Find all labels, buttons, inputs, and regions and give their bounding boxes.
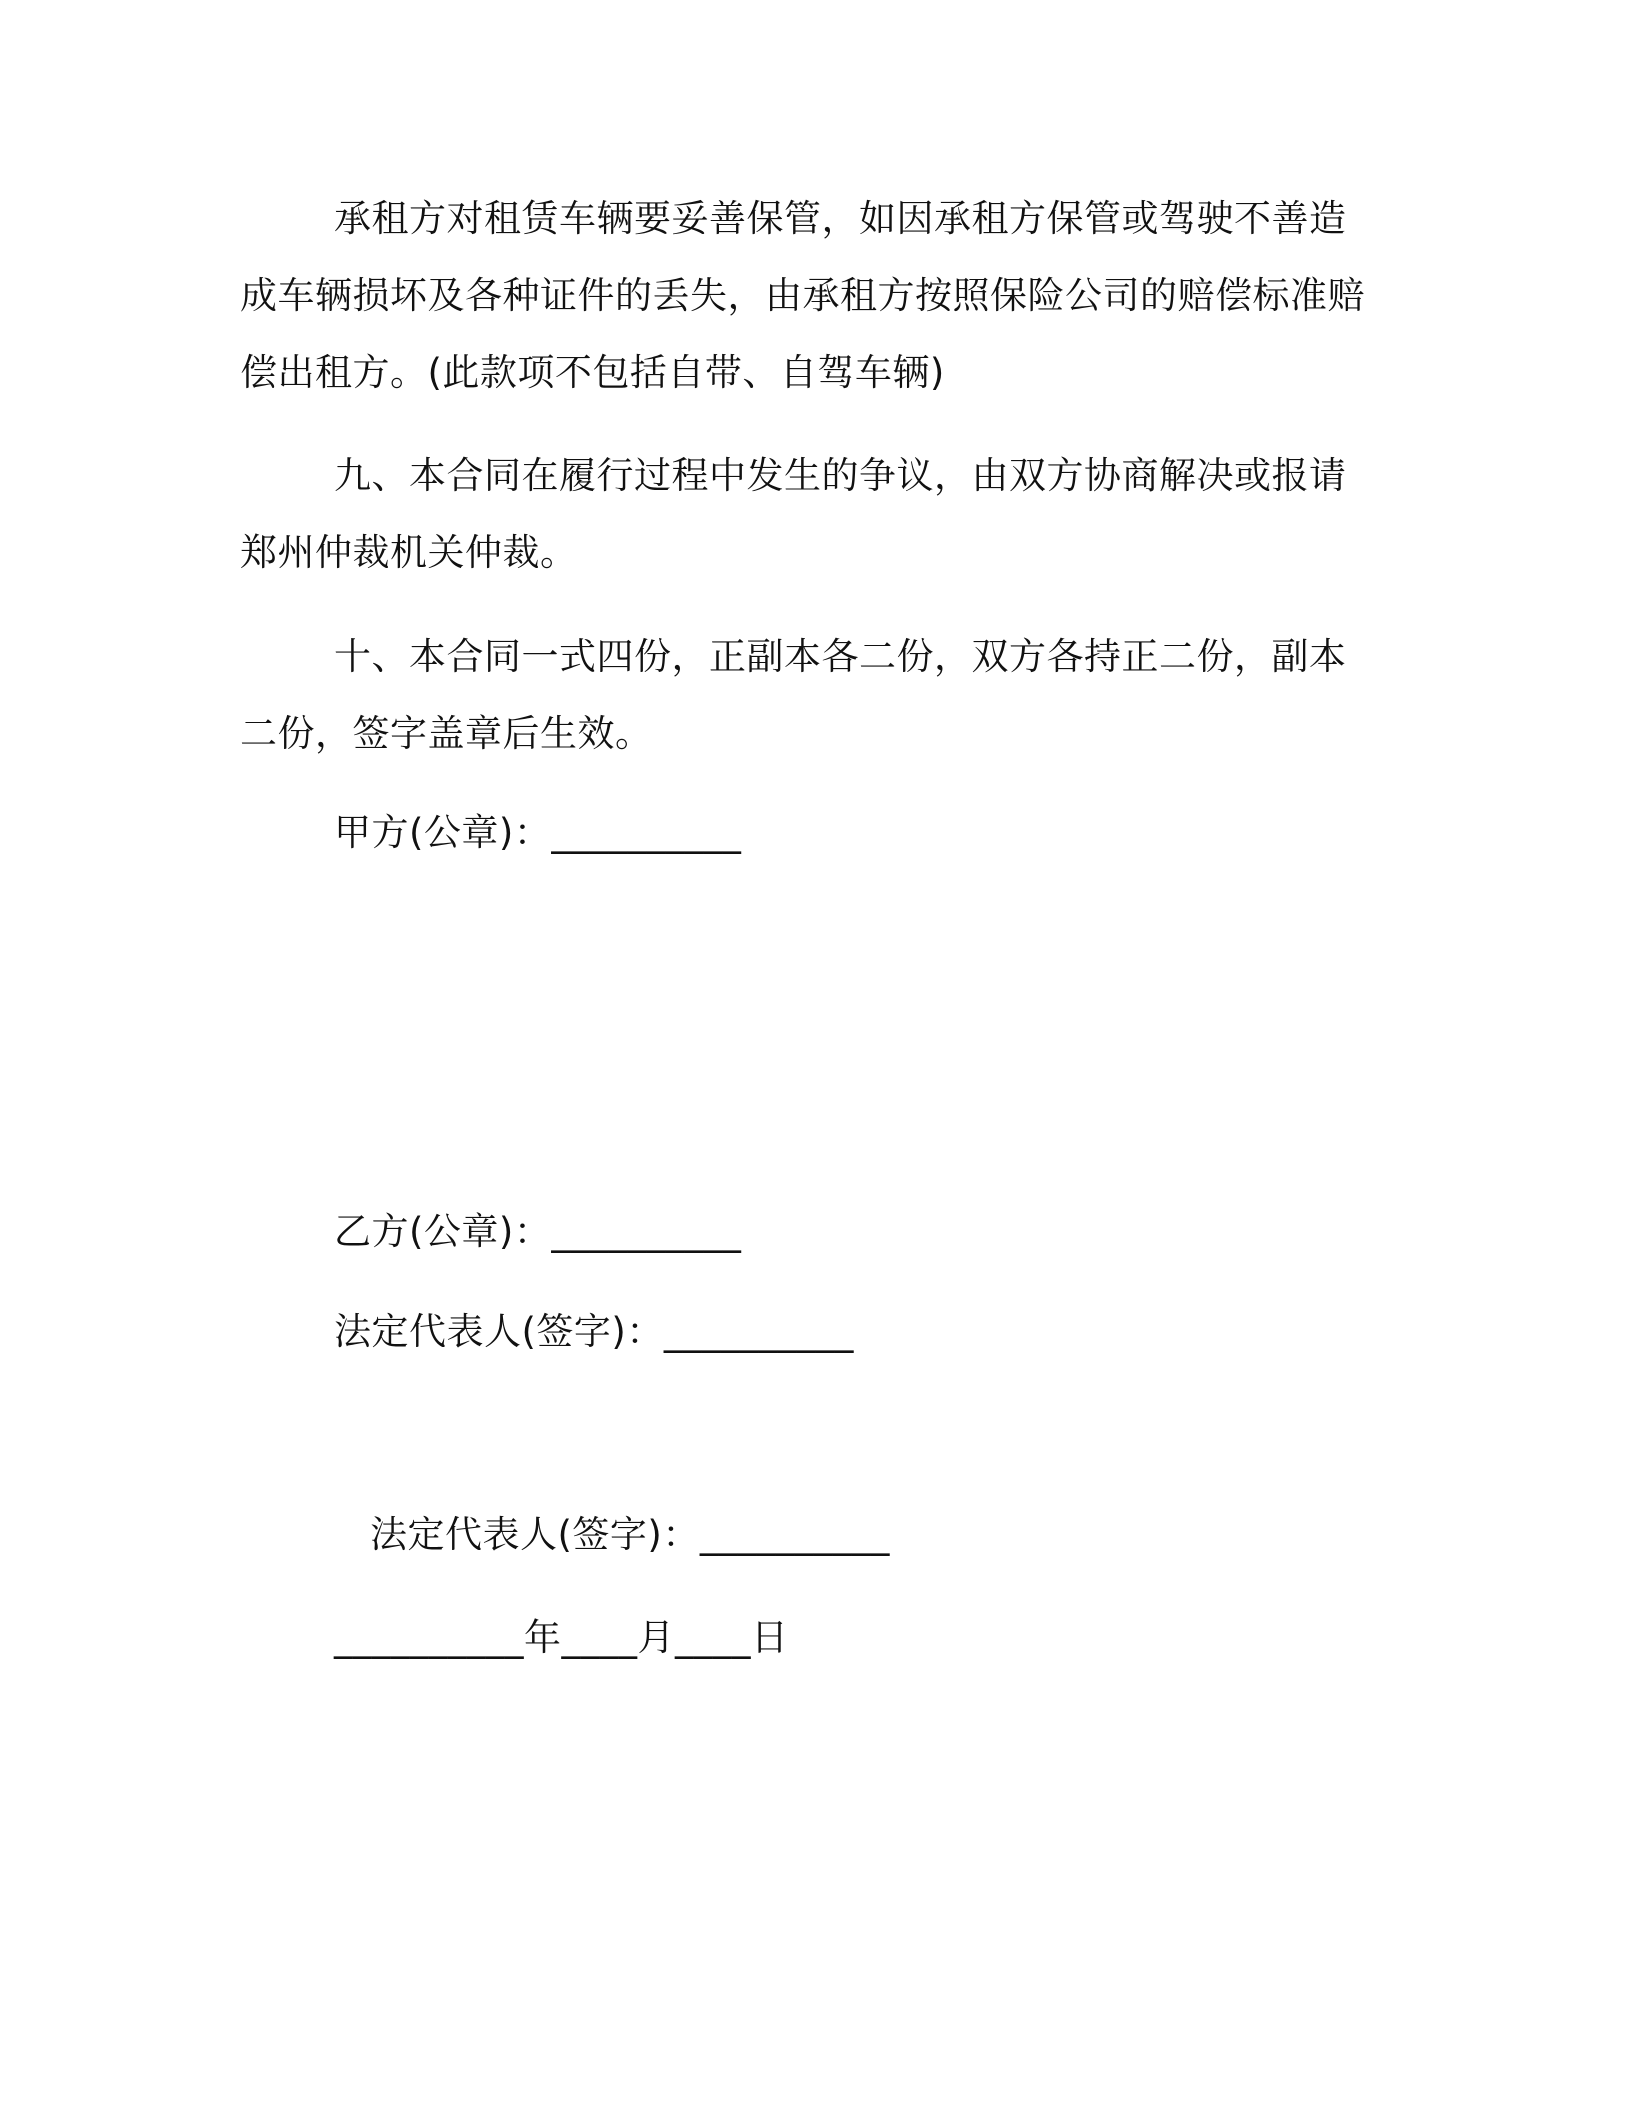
legal-representative-signature-line-2: 法定代表人(签字)：__________ [370, 1513, 890, 1556]
date-line: __________年____月____日 [334, 1616, 789, 1659]
party-b-seal-line: 乙方(公章)：__________ [334, 1210, 742, 1253]
legal-representative-signature-line-1: 法定代表人(签字)：__________ [334, 1310, 854, 1353]
party-a-seal-line: 甲方(公章)：__________ [334, 811, 742, 854]
paragraph-article-ten: 十、本合同一式四份，正副本各二份，双方各持正二份，副本二份，签字盖章后生效。 [240, 635, 1347, 755]
paragraph-article-nine: 九、本合同在履行过程中发生的争议，由双方协商解决或报请郑州仲裁机关仲裁。 [240, 454, 1347, 574]
paragraph-vehicle-care: 承租方对租赁车辆要妥善保管，如因承租方保管或驾驶不善造成车辆损坏及各种证件的丢失，由承租方按照保险公司的赔偿标准赔偿出租方。(此款项不包括自带、自驾车辆) [240, 197, 1365, 394]
